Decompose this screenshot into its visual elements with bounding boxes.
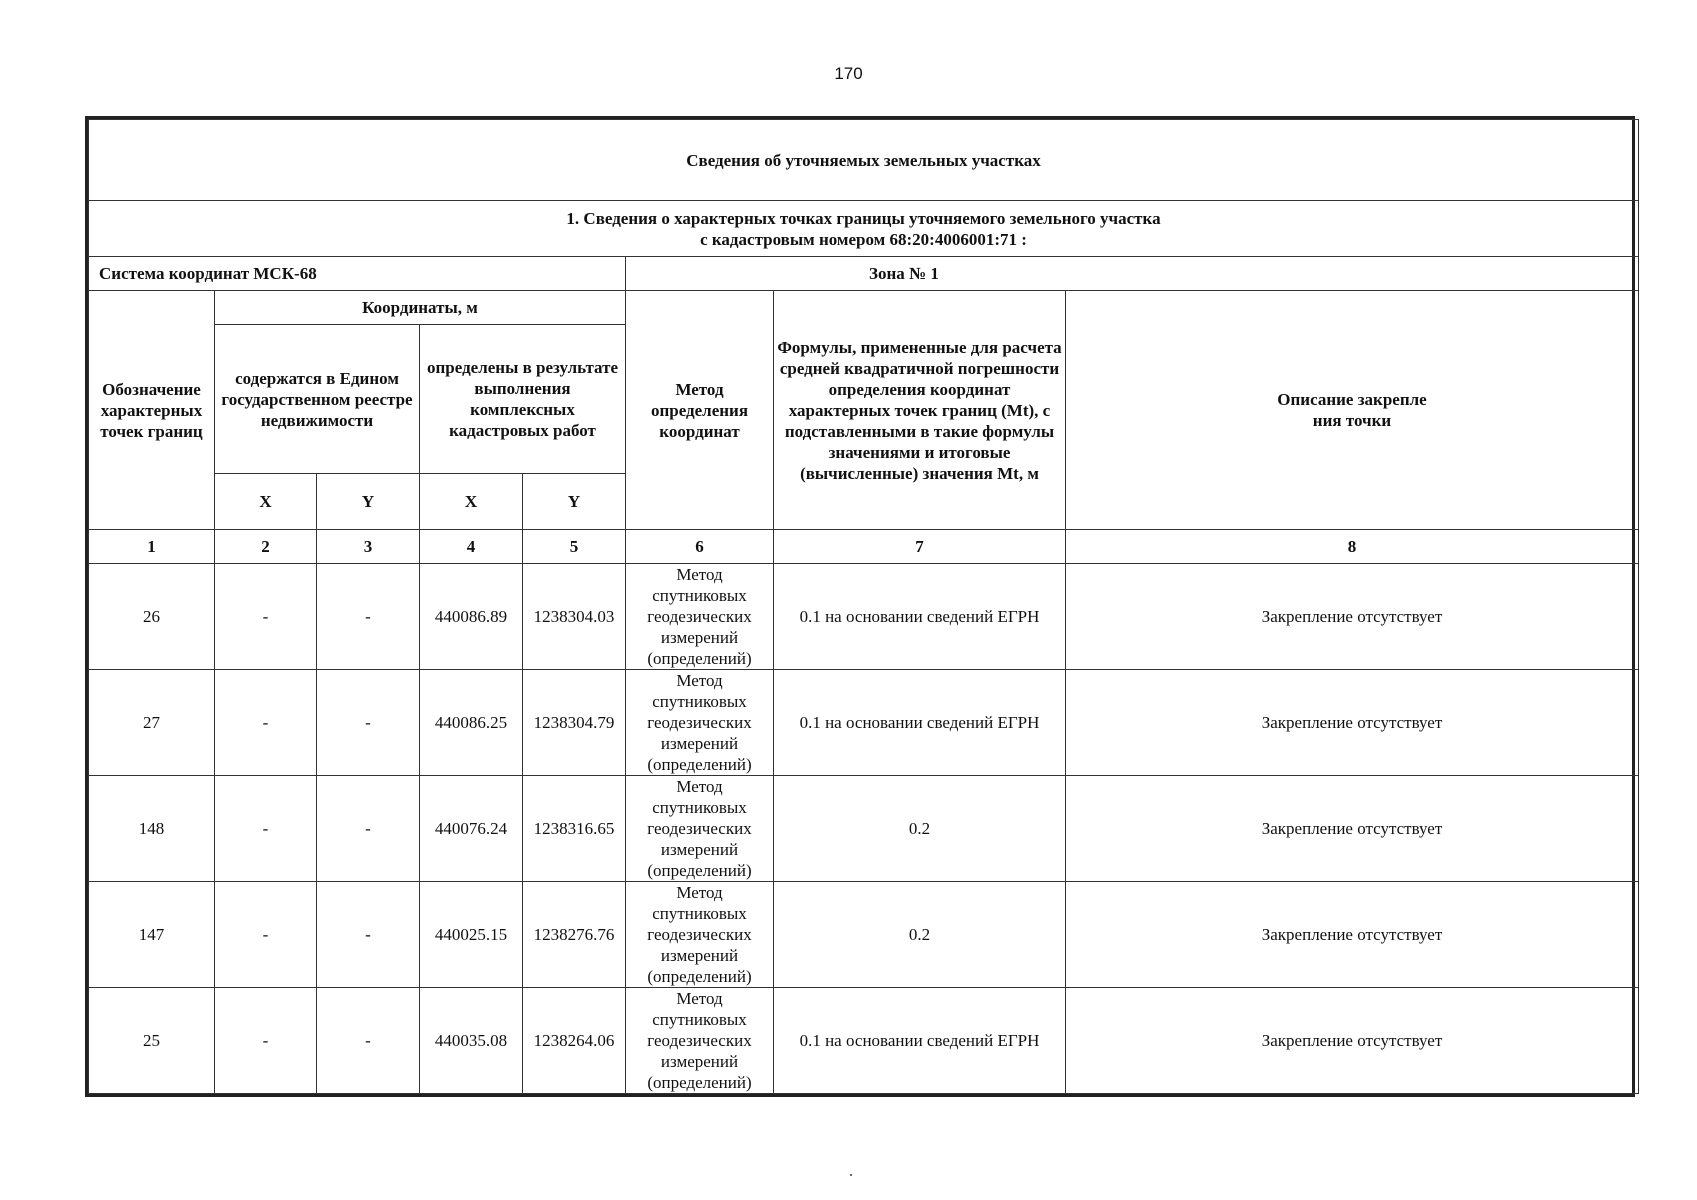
method-line: Метод <box>676 777 723 796</box>
coord-y: 1238276.76 <box>523 882 626 988</box>
registry-y: - <box>317 564 420 670</box>
zone-label-text: Зона № 1 <box>869 264 939 283</box>
coord-y: 1238304.79 <box>523 670 626 776</box>
column-number: 8 <box>1066 530 1639 564</box>
header-determined-y: Y <box>523 474 626 530</box>
method-line: (определений) <box>647 755 752 774</box>
method-line: (определений) <box>647 649 752 668</box>
method-line: геодезических <box>647 819 752 838</box>
section-heading <box>89 201 1639 257</box>
header-description-line1: Описание закрепле <box>1277 390 1427 409</box>
registry-y: - <box>317 882 420 988</box>
header-method: Метод определения координат <box>626 291 774 530</box>
header-formulas: Формулы, примененные для расчета средней квадратичной погрешности определения координат характерных точек границ (Mt), с подставленными в такие формулы значениями и итоговые (вычисленные) значения Mt, м <box>774 291 1066 530</box>
coord-x: 440035.08 <box>420 988 523 1094</box>
header-point-designation: Обозначение характерных точек границ <box>89 291 215 530</box>
column-number: 4 <box>420 530 523 564</box>
page-number: 170 <box>834 64 863 83</box>
method-line: геодезических <box>647 607 752 626</box>
method-line: измерений <box>660 1052 739 1071</box>
mt-value: 0.2 <box>774 776 1066 882</box>
table-row <box>89 882 1639 988</box>
header-coordinates: Координаты, м <box>215 291 626 325</box>
table-row <box>89 564 1639 670</box>
method-cell <box>626 988 774 1094</box>
header-registry-x: X <box>215 474 317 530</box>
point-number: 25 <box>89 988 215 1094</box>
document-title: Сведения об уточняемых земельных участках <box>89 120 1639 201</box>
method-line: измерений <box>660 840 739 859</box>
method-line: измерений <box>660 946 739 965</box>
section-heading-line2: с кадастровым номером 68:20:4006001:71 : <box>700 229 1027 249</box>
method-line: Метод <box>676 989 723 1008</box>
coord-y: 1238264.06 <box>523 988 626 1094</box>
column-number: 7 <box>774 530 1066 564</box>
method-cell <box>626 564 774 670</box>
coord-x: 440086.89 <box>420 564 523 670</box>
header-determined-x: X <box>420 474 523 530</box>
coord-x: 440076.24 <box>420 776 523 882</box>
scan-dot <box>850 1174 852 1176</box>
method-line: (определений) <box>647 967 752 986</box>
method-line: спутниковых <box>652 798 747 817</box>
point-description: Закрепление отсутствует <box>1066 564 1639 670</box>
point-number: 26 <box>89 564 215 670</box>
registry-x: - <box>215 670 317 776</box>
registry-x: - <box>215 564 317 670</box>
method-cell <box>626 670 774 776</box>
point-description: Закрепление отсутствует <box>1066 988 1639 1094</box>
coord-y: 1238316.65 <box>523 776 626 882</box>
method-line: спутниковых <box>652 692 747 711</box>
header-registry: содержатся в Едином государственном реестре недвижимости <box>215 325 420 474</box>
method-line: измерений <box>660 734 739 753</box>
registry-y: - <box>317 776 420 882</box>
header-determined: определены в результате выполнения комплексных кадастровых работ <box>420 325 626 474</box>
coord-x: 440025.15 <box>420 882 523 988</box>
header-description <box>1066 291 1639 530</box>
column-number: 5 <box>523 530 626 564</box>
column-number: 3 <box>317 530 420 564</box>
point-description: Закрепление отсутствует <box>1066 670 1639 776</box>
point-number: 148 <box>89 776 215 882</box>
method-line: (определений) <box>647 861 752 880</box>
method-line: (определений) <box>647 1073 752 1092</box>
mt-value: 0.1 на основании сведений ЕГРН <box>774 564 1066 670</box>
method-line: спутниковых <box>652 1010 747 1029</box>
zone-label <box>626 257 1639 291</box>
table-row <box>89 670 1639 776</box>
mt-value: 0.2 <box>774 882 1066 988</box>
coord-y: 1238304.03 <box>523 564 626 670</box>
method-line: Метод <box>676 671 723 690</box>
registry-y: - <box>317 670 420 776</box>
method-line: геодезических <box>647 713 752 732</box>
method-line: спутниковых <box>652 586 747 605</box>
registry-x: - <box>215 882 317 988</box>
point-number: 147 <box>89 882 215 988</box>
column-number: 6 <box>626 530 774 564</box>
header-registry-y: Y <box>317 474 420 530</box>
registry-y: - <box>317 988 420 1094</box>
point-description: Закрепление отсутствует <box>1066 776 1639 882</box>
method-line: Метод <box>676 883 723 902</box>
method-line: геодезических <box>647 925 752 944</box>
cadastral-sheet <box>85 116 1635 1097</box>
section-heading-line1: 1. Сведения о характерных точках границы уточняемого земельного участка <box>566 208 1161 228</box>
column-number: 1 <box>89 530 215 564</box>
header-description-line2: ния точки <box>1312 411 1392 430</box>
table-row <box>89 988 1639 1094</box>
column-number: 2 <box>215 530 317 564</box>
table-row <box>89 776 1639 882</box>
method-line: Метод <box>676 565 723 584</box>
mt-value: 0.1 на основании сведений ЕГРН <box>774 670 1066 776</box>
mt-value: 0.1 на основании сведений ЕГРН <box>774 988 1066 1094</box>
coordinate-system: Система координат МСК-68 <box>89 257 626 291</box>
registry-x: - <box>215 988 317 1094</box>
coord-x: 440086.25 <box>420 670 523 776</box>
method-line: геодезических <box>647 1031 752 1050</box>
cadastral-table <box>88 119 1639 1094</box>
registry-x: - <box>215 776 317 882</box>
method-line: измерений <box>660 628 739 647</box>
method-line: спутниковых <box>652 904 747 923</box>
method-cell <box>626 882 774 988</box>
point-description: Закрепление отсутствует <box>1066 882 1639 988</box>
point-number: 27 <box>89 670 215 776</box>
method-cell <box>626 776 774 882</box>
